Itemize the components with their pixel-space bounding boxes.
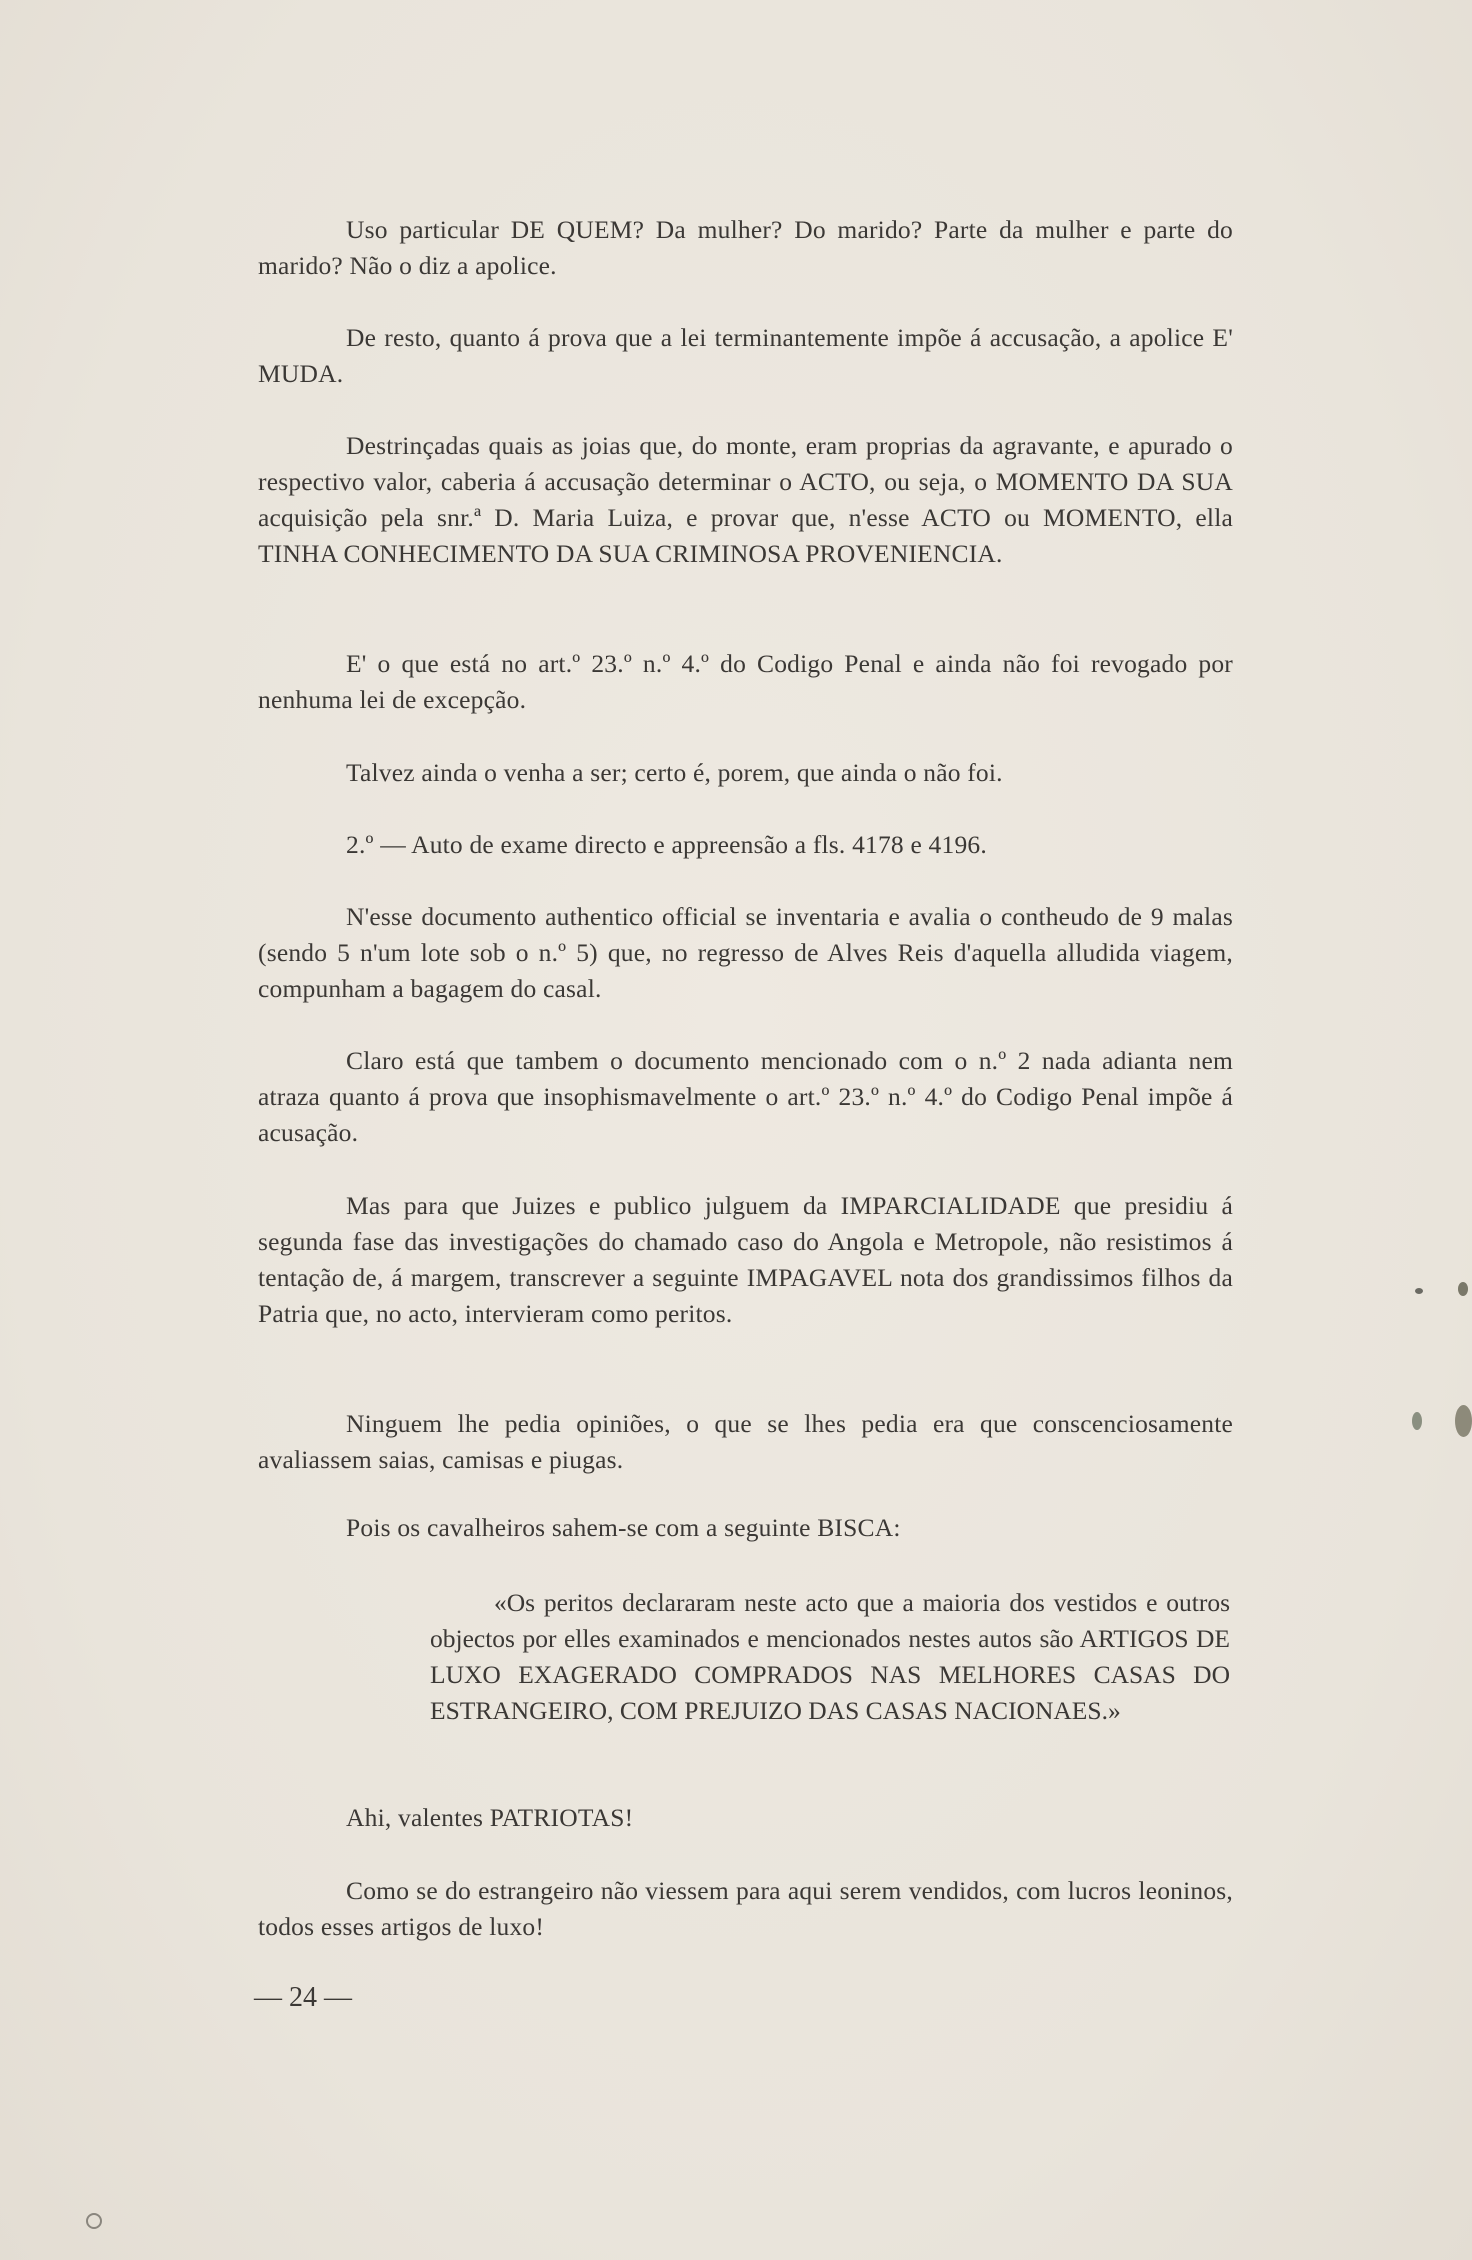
paragraph-ninguem: Ninguem lhe pedia opiniões, o que se lhes pedia era que conscenciosamente avaliassem saias, camisas e piugas. xyxy=(258,1409,1233,1474)
quoted-note: «Os peritos declararam neste acto que a maioria dos vestidos e outros objectos por elles examinados e mencionados nestes autos são ARTIGOS DE LUXO EXAGERADO COMPRADOS NAS MELHORES CASAS DO ESTRANGEIRO, COM PREJUIZO DAS CASAS NACIONAES.» xyxy=(430,1588,1230,1725)
paragraph-codigo-penal: E' o que está no art.º 23.º n.º 4.º do Codigo Penal e ainda não foi revogado por nenhuma lei de excepção. xyxy=(258,649,1233,714)
paragraph-auto-exame: 2.º — Auto de exame directo e appreensão a fls. 4178 e 4196. xyxy=(346,830,987,859)
paragraph-bisca: Pois os cavalheiros sahem-se com a seguinte BISCA: xyxy=(346,1513,901,1542)
paragraph-estrangeiro: Como se do estrangeiro não viessem para aqui serem vendidos, com lucros leoninos, todos esses artigos de luxo! xyxy=(258,1876,1233,1941)
paragraph-patriotas: Ahi, valentes PATRIOTAS! xyxy=(346,1803,634,1832)
stain-mark xyxy=(1455,1405,1472,1437)
paragraph-talvez: Talvez ainda o venha a ser; certo é, porem, que ainda o não foi. xyxy=(346,758,1003,787)
stain-mark xyxy=(86,2213,102,2229)
paragraph-joias: Destrinçadas quais as joias que, do monte, eram proprias da agravante, e apurado o respectivo valor, caberia á accusação determinar o ACTO, ou seja, o MOMENTO DA SUA acquisição pela snr.ª D. Maria Luiza, e provar que, n'esse ACTO ou MOMENTO, ella TINHA CONHECIMENTO DA SUA CRIMINOSA PROVENIENCIA. xyxy=(258,431,1233,568)
paragraph-apolice-question: Uso particular DE QUEM? Da mulher? Do marido? Parte da mulher e parte do marido? Não o diz a apolice. xyxy=(258,215,1233,280)
paragraph-imparcialidade: Mas para que Juizes e publico julguem da IMPARCIALIDADE que presidiu á segunda fase das investigações do chamado caso do Angola e Metropole, não resistimos á tentação de, á margem, transcrever a seguinte IMPAGAVEL nota dos grandissimos filhos da Patria que, no acto, intervieram como peritos. xyxy=(258,1191,1233,1328)
stain-mark xyxy=(1458,1282,1468,1296)
paragraph-apolice-muda: De resto, quanto á prova que a lei terminantemente impõe á accusação, a apolice E' MUDA. xyxy=(258,323,1233,388)
stain-mark xyxy=(1415,1288,1423,1294)
stain-mark xyxy=(1412,1412,1422,1430)
paragraph-claro-esta: Claro está que tambem o documento mencionado com o n.º 2 nada adianta nem atraza quanto á prova que insophismavelmente o art.º 23.º n.º 4.º do Codigo Penal impõe á acusação. xyxy=(258,1046,1233,1147)
page-number: — 24 — xyxy=(254,1982,352,2013)
paragraph-documento: N'esse documento authentico official se inventaria e avalia o contheudo de 9 malas (sendo 5 n'um lote sob o n.º 5) que, no regresso de Alves Reis d'aquella alludida viagem, compunham a bagagem do casal. xyxy=(258,902,1233,1003)
